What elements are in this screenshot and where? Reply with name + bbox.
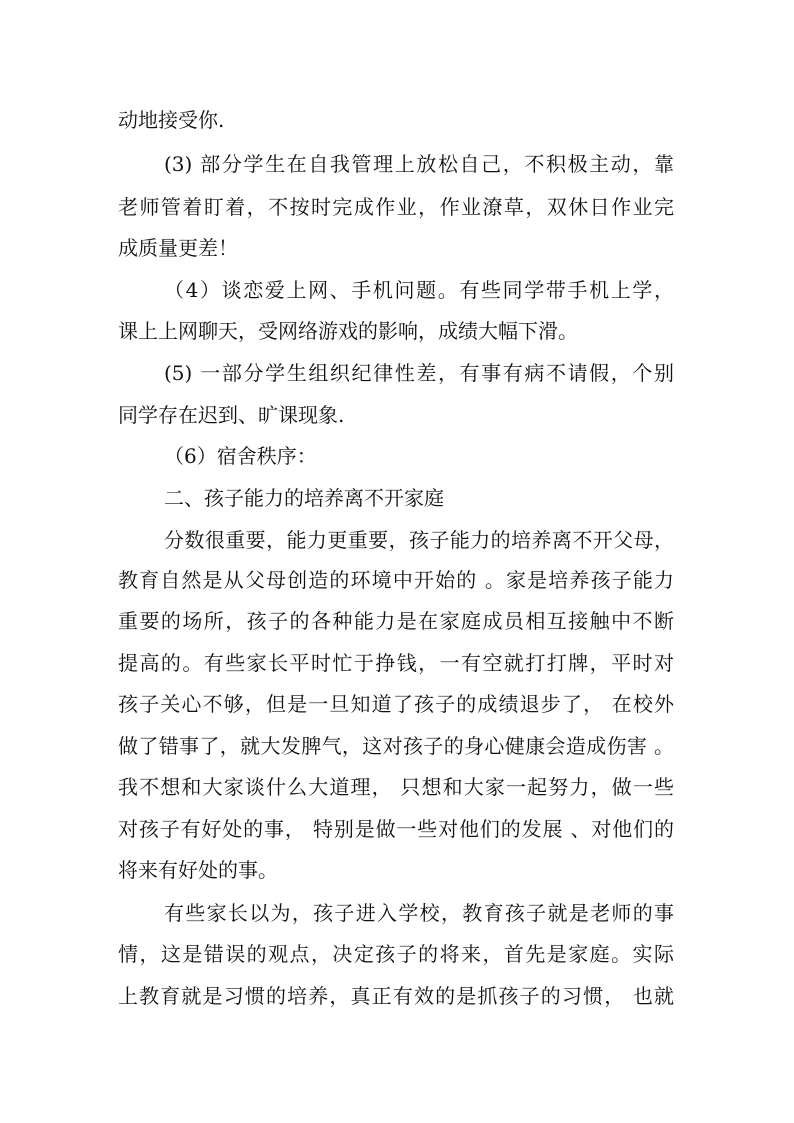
text-line-3: 老师管着盯着，不按时完成作业，作业潦草，双休日作业完	[118, 195, 674, 219]
text-line-6: 课上上网聊天，受网络游戏的影响，成绩大幅下滑。	[118, 319, 578, 343]
text-line-13: 重要的场所，孩子的各种能力是在家庭成员相互接触中不断	[118, 609, 674, 633]
text-line-9: （6）宿舍秩序：	[164, 444, 317, 468]
text-line-4: 成质量更差！	[118, 236, 238, 260]
text-line-19: 将来有好处的事。	[118, 858, 278, 882]
text-line-14: 提高的。有些家长平时忙于挣钱，一有空就打打牌，平时对	[118, 651, 674, 675]
text-line-21: 情，这是错误的观点，决定孩子的将来，首先是家庭。实际	[118, 942, 674, 966]
text-line-2: (3) 部分学生在自我管理上放松自己，不积极主动，靠	[164, 152, 674, 176]
section-heading: 二、孩子能力的培养离不开家庭	[164, 486, 444, 510]
text-line-11: 分数很重要，能力更重要，孩子能力的培养离不开父母，	[164, 528, 674, 552]
text-line-12: 教育自然是从父母创造的环境中开始的 。家是培养孩子能力	[118, 568, 674, 592]
text-line-1: 动地接受你.	[118, 108, 225, 132]
text-line-17: 我不想和大家谈什么大道理， 只想和大家一起努力，做一些	[118, 775, 674, 799]
text-line-7: (5) 一部分学生组织纪律性差，有事有病不请假，个别	[164, 361, 674, 385]
text-line-22: 上教育就是习惯的培养，真正有效的是抓孩子的习惯， 也就	[118, 984, 674, 1008]
text-line-5: （4）谈恋爱上网、手机问题。有些同学带手机上学，	[164, 278, 674, 302]
text-line-16: 做了错事了，就大发脾气，这对孩子的身心健康会造成伤害 。	[118, 734, 674, 758]
text-line-18: 对孩子有好处的事， 特别是做一些对他们的发展 、对他们的	[118, 817, 674, 841]
text-line-15: 孩子关心不够，但是一旦知道了孩子的成绩退步了， 在校外	[118, 692, 674, 716]
text-line-8: 同学存在迟到、旷课现象.	[118, 403, 345, 427]
text-line-20: 有些家长以为，孩子进入学校，教育孩子就是老师的事	[164, 901, 674, 925]
